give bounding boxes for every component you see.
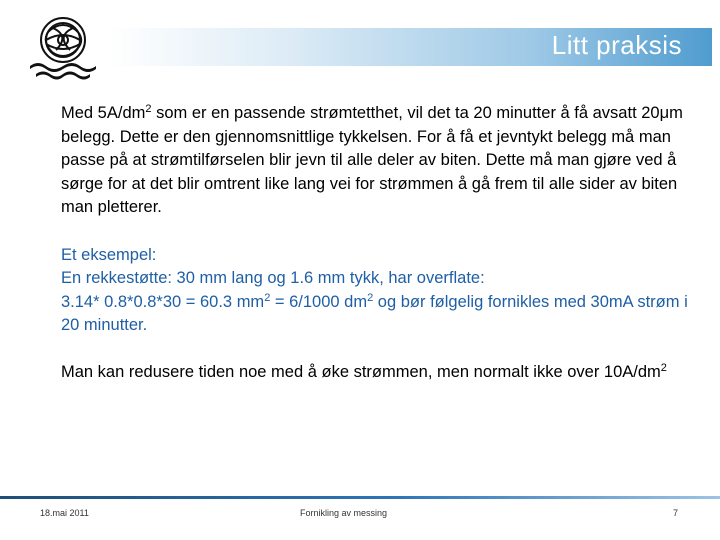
footer-divider [0, 496, 720, 499]
superscript: 2 [264, 291, 271, 304]
paragraph-conclusion [61, 361, 691, 385]
conclusion-text: Man kan redusere tiden noe med å øke strømmen, men normalt ikke over 10A/dm [61, 362, 661, 381]
slide-title: Litt praksis [551, 30, 682, 60]
superscript: 2 [145, 103, 152, 115]
slide-body [61, 102, 691, 384]
superscript: 2 [367, 291, 374, 304]
intro-text-b: som er en passende strømtetthet, vil det ta 20 minutter å få avsatt 20μm belegg. Dette er den gjennomsnittlige tykkelsen. For å få et jevntykt belegg må man passe på at strømtilførselen blir jevn til alle deler av biten. Dette må man gjøre ved å sørge for at det blir omtrent like lang vei for strømmen å gå frem til alle sider av biten man pletterer. [61, 104, 683, 216]
knot-waves-logo-icon [26, 8, 100, 84]
example-calc-a: 3.14* 0.8*0.8*30 = 60.3 mm [61, 292, 265, 311]
footer-title: Fornikling av messing [300, 508, 388, 518]
example-line: En rekkestøtte: 30 mm lang og 1.6 mm tykk, har overflate: [61, 269, 485, 287]
superscript: 2 [660, 361, 667, 374]
footer-date: 18.mai 2011 [40, 508, 89, 518]
title-bar [110, 28, 712, 66]
footer-page-number: 7 [673, 508, 679, 518]
example-heading: Et eksempel: [61, 245, 157, 264]
example-calc-c: og bør følgelig fornikles med 30mA strøm i 20 minutter. [61, 292, 688, 334]
paragraph-example [61, 244, 691, 338]
paragraph-intro [61, 102, 691, 220]
intro-text-a: Med 5A/dm [61, 104, 146, 122]
example-calc-b: = 6/1000 dm [270, 292, 368, 311]
